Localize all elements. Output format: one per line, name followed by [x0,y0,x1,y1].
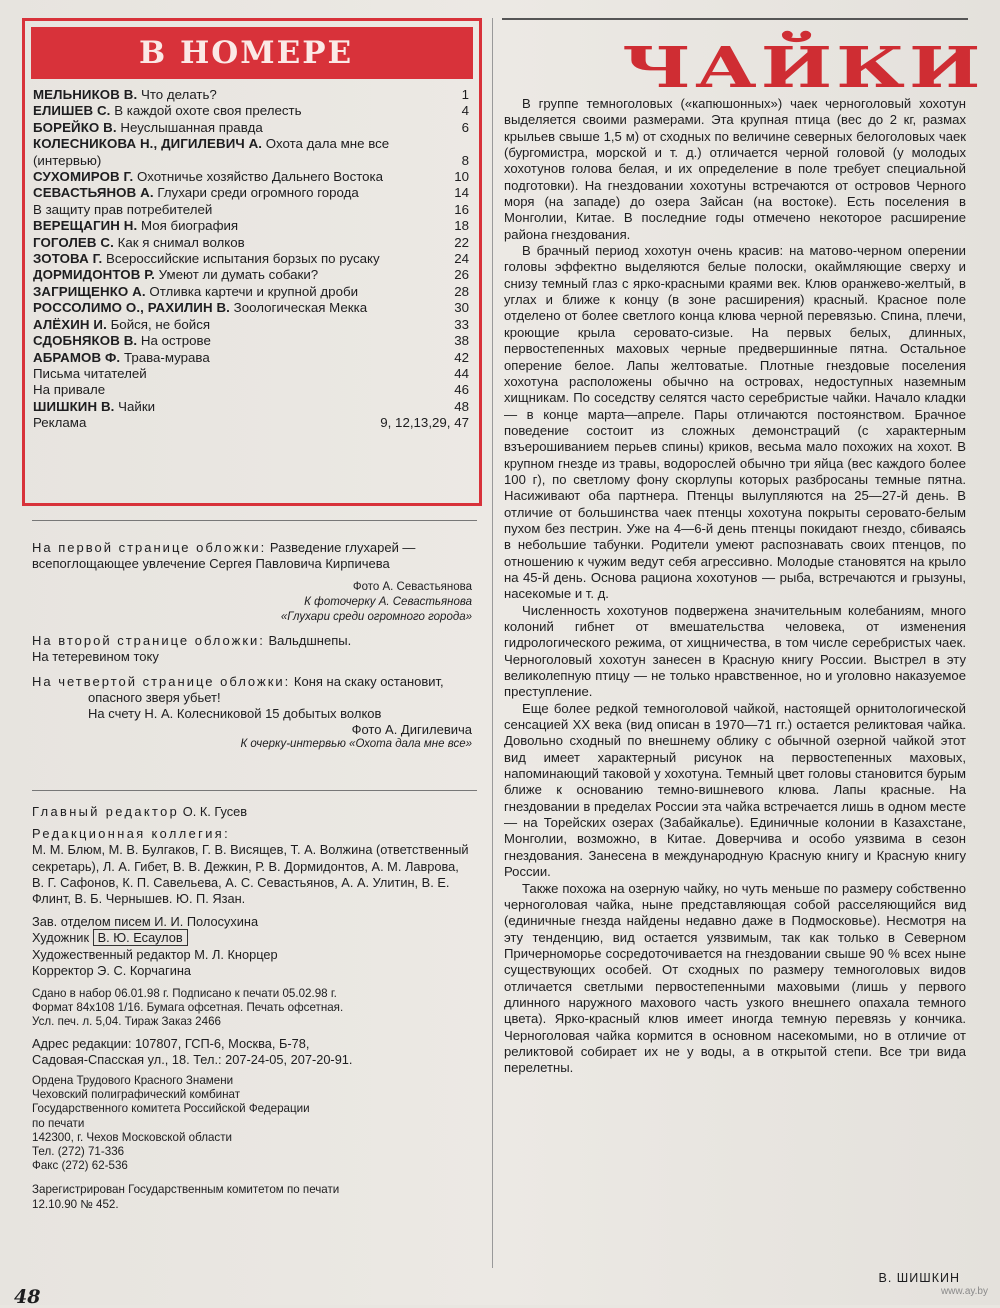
toc-page: 8 [461,152,469,168]
toc-item [33,235,471,251]
toc-title: Охотничье хозяйство Дальнего Востока [137,169,384,185]
toc-item [33,251,471,267]
toc-item [33,399,471,415]
toc-author: ЗОТОВА Г. [33,251,103,267]
toc-banner: В НОМЕРЕ [31,27,473,79]
toc-item [33,350,471,366]
editorial-address [32,1036,472,1068]
toc-author: ЗАГРИЩЕНКО А. [33,283,146,299]
toc-item [33,87,471,103]
toc-page: 9, 12,13,29, 47 [380,415,469,431]
toc-item [33,366,471,382]
toc-item [33,415,471,431]
toc-page: 1 [461,87,469,102]
toc-title: Неуслышанная правда [120,119,263,135]
toc-page: 14 [454,185,469,201]
toc-title: На привале [33,382,106,398]
plant-line: 142300, г. Чехов Московской области [32,1130,233,1144]
toc-page: 38 [454,333,469,349]
art-editor: Художественный редактор М. Л. Кнорцер [32,946,278,962]
toc-page: 33 [454,316,469,332]
toc-item [33,202,471,218]
fourth-cover-label: На четвертой странице обложки: [32,674,291,689]
left-column [22,18,488,1268]
article-body [504,96,966,1077]
toc-author: ШИШКИН В. [33,398,115,414]
toc-item [33,382,471,398]
address-line: Садовая-Спасская ул., 18. Тел.: 207-24-05, 207-20-91. [32,1051,353,1067]
toc-page: 22 [454,234,469,250]
fourth-cover-photo-credit: Фото А. Дигилевича [351,722,472,737]
toc-page: 28 [454,283,469,299]
title-rule [502,18,968,20]
toc-title: Умеют ли думать собаки? [158,267,319,283]
chief-editor-label: Главный редактор [32,804,180,819]
toc-author: СДОБНЯКОВ В. [33,333,138,349]
toc-title: Всероссийские испытания борзых по русаку [106,251,380,267]
article-title: ЧАЙКИ [622,35,985,101]
registration [32,1183,472,1211]
toc-author: ЕЛИШЕВ С. [33,103,111,119]
board-label: Редакционная коллегия: [32,826,231,842]
registration-line: Зарегистрирован Государственным комитетом по печати [32,1183,340,1197]
registration-number: 12.10.90 № 452. [32,1197,119,1211]
second-cover-caption [32,633,472,665]
first-cover-photo-credit: Фото А. Севастьянова [352,581,472,593]
toc-page: 16 [454,201,469,217]
fourth-cover-text-3: На счету Н. А. Колесниковой 15 добытых волков [88,706,382,721]
article-paragraph: Еще более редкой темноголовой чайкой, настоящей орнитологической сенсацией XX века (вид описан в 1970—71 гг.) остается реликтовая чайка. Довольно сходный по внешнему облику с обычной озерной чайкой этот вид имеет характерный рисунок на первостепенных маховых, напоминающий таковой у хохотуна. Темный цвет головы становится бурым ближе к основанию темно-вишневого клюва. Лапы красные. На гнездовании в пределах России эта чайка встречается лишь в одном месте — на Торейских озерах (Забайкалье). Единичные колонии в Казахстане, Монголии, возможно, в Китае. Доверчива и особо уязвима в сезон гнездования. Занесена в международную Красную книгу и Красную книгу России. [504,700,966,880]
toc-author: ВЕРЕЩАГИН Н. [33,218,138,234]
fourth-cover-ref: К очерку-интервью «Охота дала мне все» [240,738,472,750]
watermark: www.ay.by [940,1286,988,1297]
toc-page: 18 [454,218,469,234]
first-cover-credits [32,580,472,625]
plant-line: Государственного комитета Российской Федерации [32,1102,310,1116]
toc-author: РОССОЛИМО О., РАХИЛИН В. [33,300,230,316]
chief-editor [32,804,472,820]
toc-author: КОЛЕСНИКОВА Н., ДИГИЛЕВИЧ А. [33,136,263,152]
toc-title: В каждой охоте своя прелесть [114,103,302,119]
article-paragraph: Численность хохотунов подвержена значительным колебаниям, много колоний гибнет от вмешательства человека, от изменения гидрологического режима, от хищничества, в том числе серебристых чаек. Черноголовый хохотун занесен в Красную книгу России. Выстрел в эту великолепную птицу — не только нравственное, но и уголовно наказуемое преступление. [504,602,966,700]
letters-dept: Зав. отделом писем И. И. Полосухина [32,914,259,930]
toc-title: Отливка картечи и крупной дроби [149,283,359,299]
plant-fax: Факс (272) 62-536 [32,1159,128,1173]
toc-title: Как я снимал волков [117,234,245,250]
toc-page: 4 [461,103,469,119]
toc-title: Что делать? [140,87,217,102]
proofreader: Корректор Э. С. Корчагина [32,962,192,978]
first-cover-caption [32,540,472,572]
artist-name: В. Ю. Есаулов [93,929,188,946]
printing-plant [32,1074,472,1173]
toc-item [33,317,471,333]
masthead [32,804,472,1212]
first-cover-label: На первой странице обложки: [32,540,267,555]
toc-title: Моя биография [140,218,239,234]
toc-page: 24 [454,251,469,267]
print-info-line: Формат 84х108 1/16. Бумага офсетная. Печать офсетная. [32,1001,344,1015]
toc-author: АБРАМОВ Ф. [33,349,121,365]
toc-title: Трава-мурава [123,349,210,365]
page-number: 48 [14,1286,41,1308]
toc-item [33,169,471,185]
plant-line: по печати [32,1116,85,1130]
toc-title: Реклама [33,415,87,431]
table-of-contents [22,18,482,506]
toc-item [33,267,471,283]
plant-line: Чеховский полиграфический комбинат [32,1088,241,1102]
fourth-cover-text: Коня на скаку остановит, [293,674,444,689]
toc-page: 46 [454,382,469,398]
fourth-cover-caption [32,674,472,752]
toc-author: ГОГОЛЕВ С. [33,234,114,250]
second-cover-text-2: На тетеревином току [32,649,159,664]
address-line: Адрес редакции: 107807, ГСП-6, Москва, Б-78, [32,1035,310,1051]
toc-list [33,87,471,432]
right-column [502,18,985,1285]
board-members: М. М. Блюм, М. В. Булгаков, Г. В. Висящев, Т. А. Волжина (ответственный секретарь), Л. А. Гибет, В. В. Дежкин, Р. В. Дормидонтов, А. М. Лаврова, В. Г. Сафонов, К. П. Савельева, А. С. Севастьянов, А. А. Улитин, В. Е. Флинт, В. Б. Чернышев. Ю. П. Язан. [32,842,469,907]
toc-title: На острове [140,333,211,349]
toc-item [33,120,471,136]
toc-page: 10 [454,169,469,185]
chief-editor-name: О. К. Гусев [182,804,248,819]
first-cover-ref: К фоточерку А. Севастьянова [304,596,472,608]
toc-author: ДОРМИДОНТОВ Р. [33,267,155,283]
artist-line [32,930,472,946]
toc-page: 26 [454,267,469,283]
toc-page: 42 [454,349,469,365]
toc-author: МЕЛЬНИКОВ В. [33,87,138,102]
toc-title: В защиту прав потребителей [33,201,213,217]
divider [32,520,477,521]
toc-title: Чайки [118,398,156,414]
article-paragraph: Также похожа на озерную чайку, но чуть меньше по размеру собственно черноголовая чайка, ныне представляющая собой расселяющийся вид (единичные гнезда найдены недавно даже в Подмосковье). Несмотря на эту тенденцию, вид остается уязвимым, так как только в Северном Причерноморье сосредоточивается на гнездовании свыше 90 % всех ныне существующих особей. От сходных по размеру темноголовых видов отличается светлыми первостепенными маховыми (лишь у первого длинного наружного махового часть узкого внешнего опахала темного цвета). Ярко-красный клюв имеет иногда темную перевязь у кончика. Черноголовая чайка кормится в основном насекомыми, но в отличие от реликтовой собирает их не у воды, а в открытой степи. Все три вида перелетны. [504,880,966,1076]
toc-page: 6 [461,119,469,135]
toc-item [33,333,471,349]
toc-author: СЕВАСТЬЯНОВ А. [33,185,154,201]
print-info-line: Сдано в набор 06.01.98 г. Подписано к печати 05.02.98 г. [32,987,337,1001]
artist-label: Художник [32,930,90,946]
divider [32,790,477,791]
toc-author: СУХОМИРОВ Г. [33,169,134,185]
plant-phone: Тел. (272) 71-336 [32,1145,125,1159]
toc-item [33,185,471,201]
second-cover-text: Вальдшнепы. [268,633,352,648]
toc-title: Зоологическая Мекка [233,300,368,316]
toc-author: АЛЁХИН И. [33,316,107,332]
toc-item [33,103,471,119]
cover-captions [32,540,472,752]
print-info [32,987,472,1030]
toc-title: Бойся, не бойся [110,316,211,332]
toc-page: 44 [454,365,469,381]
toc-item [33,284,471,300]
toc-page: 30 [454,300,469,316]
toc-page: 48 [454,398,469,414]
article-paragraph: В брачный период хохотун очень красив: на матово-черном оперении головы эффектно выделяются белые полоски, окаймляющие сверху и снизу темный глаз с ярко-красными краями век. Клюв оранжево-желтый, в углах и ближе к концу (в зоне расширения) красный. Красное поле отделено от более светлого конца клюва черной перевязью. Спина, плечи, кроющие крыла серовато-сизые. На первых белых, длинных, первостепенных маховых черные предвершинные пятна. Остальное оперение белое. Лапы желтоватые. Плотные гнездовые поселения хохотуна расположены обычно на островах, недоступных наземным хищникам. По соседству селятся часто серебристые чайки. Начало кладки — в конце марта—апреле. Пары отличаются постоянством. Брачное поведение состоит из сложных демонстраций (с характерным взъерошиванием перьев спины) криков, весьма мало похожих на хохот. В крупном гнезде из травы, водорослей обычно три яйца (вес каждого более 100 г), по светлому фону скорлупы которых разбросаны темные пятна. Насиживают оба партнера. Птенцы вылупляются на 25—27-й день. В отличие от большинства чаек птенцы хохотуна покрыты серовато-белым пухом без пестрин. Уже на 4—6-й день птенцы покидают гнездо, сбиваясь в небольшие табунки. Родители умеют распознавать своих птенцов, по отношению к чужим ведут себя агрессивно. Молодые становятся на крыло на 45-й день. Основа рациона хохотунов — рыба, встречаются и грызуны, насекомые и т. д. [504,243,966,602]
second-cover-label: На второй странице обложки: [32,633,265,648]
plant-line: Ордена Трудового Красного Знамени [32,1074,234,1088]
toc-item [33,136,471,169]
article-paragraph: В группе темноголовых («капюшонных») чаек черноголовый хохотун выделяется своими размерами. Эта крупная птица (вес до 2 кг, размах крыльев свыше 1,5 м) от сходных по величине северных белоголовых чаек (бургомистра, морской и т. д.) отличается черной головой (у молодых хохотунов голова белая, и их определение в поле требует специальной подготовки). На гнездовании хохотуны встречаются от островов Черного моря (на западе) до озера Зайсан (на востоке). Есть поселения в Монголии, Китае. В последние годы отмечено некоторое расширение района гнездования. [504,96,966,242]
print-info-line: Усл. печ. л. 5,04. Тираж Заказ 2466 [32,1015,221,1029]
toc-title: Письма читателей [33,365,147,381]
toc-title: Глухари среди огромного города [157,185,359,201]
column-divider [492,18,493,1268]
first-cover-text: Разведение глухарей — всепоглощающее увлечение Сергея Павловича Кирпичева [32,540,416,571]
toc-item [33,218,471,234]
fourth-cover-text-2: опасного зверя убьет! [88,690,221,705]
toc-author: БОРЕЙКО В. [33,119,117,135]
toc-title: Охота дала мне все (интервью) [33,136,390,168]
article-signature: В. ШИШКИН [878,1271,960,1285]
first-cover-ref-title: «Глухари среди огромного города» [280,611,472,623]
toc-item [33,300,471,316]
